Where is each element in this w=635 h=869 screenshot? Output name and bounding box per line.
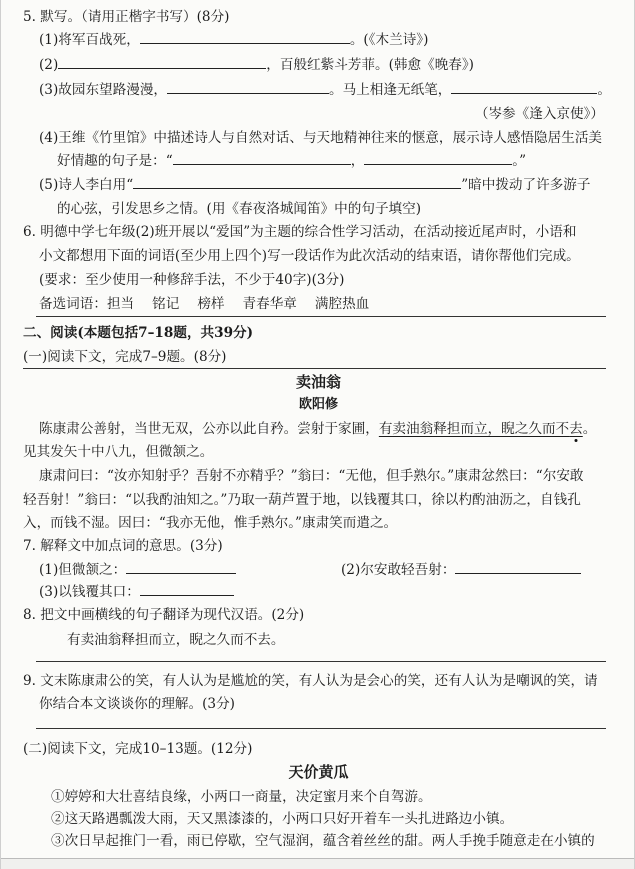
- q5-l5-text-a: (5)诗人李白用“: [39, 177, 134, 193]
- answer-blank-7-3[interactable]: [140, 583, 234, 596]
- q5-title: 5. 默写。（请用正楷字书写）(8分): [23, 9, 230, 25]
- q6-line2: 小文都想用下面的词语(至少用上四个)写一段话作为此次活动的结束语，请你帮他们完成。: [39, 248, 580, 264]
- q5-line5a: [39, 176, 590, 194]
- q6-words-label: 备选词语：: [39, 296, 107, 312]
- answer-blank-7-1[interactable]: [126, 561, 236, 574]
- q6-words: [39, 295, 369, 313]
- passage-title: 卖油翁: [295, 373, 341, 391]
- passage-para1-cont: 见其发矢十中八九，但微颔之。: [23, 444, 214, 460]
- answer-blank-5-4b[interactable]: [364, 152, 512, 165]
- q5-l1-text-a: (1)将军百战死，: [39, 32, 140, 48]
- answer-line-q6[interactable]: [36, 316, 606, 317]
- q5-l4-text-d: 。”: [512, 153, 527, 169]
- q5-l3-source: （岑参《逢入京使》）: [474, 106, 604, 122]
- passage-para1: [39, 420, 596, 438]
- q5-line5c: 的心弦，引发思乡之情。(用《春夜洛城闻笛》中的句子填空): [57, 201, 422, 217]
- word-option: 担当: [106, 296, 135, 312]
- q7-a3-label: (3)以钱覆其口：: [39, 584, 140, 600]
- answer-blank-5-5[interactable]: [133, 176, 461, 189]
- passage-text: 陈康肃公善射，当世无双，公亦以此自矜。尝射于家圃，: [39, 421, 379, 437]
- q9-line1: 9. 文末陈康肃公的笑，有人认为是尴尬的笑，有人认为是会心的笑，还有人认为是嘲讽的笑，请: [23, 673, 598, 689]
- part1-heading: (一)阅读下文，完成7–9题。(8分): [23, 349, 227, 365]
- q5-l3-text-c: 。: [597, 82, 611, 98]
- answer-line-q8[interactable]: [36, 661, 606, 662]
- q5-l4-text-b: 好情趣的句子是：“: [57, 153, 173, 169]
- q5-line4b: [57, 152, 526, 170]
- answer-blank-5-2[interactable]: [58, 56, 266, 69]
- passage-para2-cont: 轻吾射！”翁曰：“以我酌油知之。”乃取一葫芦置于地，以钱覆其口，徐以杓酌油沥之，自钱孔: [23, 492, 581, 508]
- q8-title: 8. 把文中画横线的句子翻译为现代汉语。(2分): [23, 607, 305, 623]
- answer-blank-5-1[interactable]: [140, 31, 350, 44]
- q5-l4-text-c: ，: [350, 153, 365, 169]
- q7-title: 7. 解释文中加点词的意思。(3分): [23, 538, 223, 554]
- word-option: 满腔热血: [314, 296, 370, 312]
- answer-blank-5-4a[interactable]: [173, 152, 351, 165]
- q9-line2: 你结合本文谈谈你的理解。(3分): [39, 696, 235, 712]
- q5-line3: [39, 81, 611, 99]
- passage-para2: 康肃问曰：“汝亦知射乎？吾射不亦精乎？”翁曰：“无他，但手熟尔。”康肃忿然曰：“尔安敢: [39, 468, 584, 484]
- q5-l2-text-a: (2): [39, 57, 59, 73]
- passage-author: 欧阳修: [298, 397, 338, 412]
- part2-para3: ③次日早起推门一看，雨已停歇，空气湿润，蕴含着丝丝的甜。两人手挽手随意走在小镇的: [51, 833, 595, 849]
- word-option: 铭记: [152, 296, 180, 312]
- passage-para2-end: 入，而钱不湿。因曰：“我亦无他，惟手熟尔。”康肃笑而遣之。: [23, 515, 398, 531]
- word-option: 榜样: [197, 296, 225, 312]
- part2-para1: ①婷婷和大壮喜结良缘，小两口一商量，决定蜜月来个自驾游。: [51, 789, 432, 805]
- q8-sentence: 有卖油翁释担而立，睨之久而不去。: [67, 632, 285, 648]
- q6-line3: (要求：至少使用一种修辞手法，不少于40字)(3分): [39, 272, 345, 288]
- underlined-dotted-char: 去: [569, 421, 583, 437]
- q5-l3-text-a: (3)故园东望路漫漫，: [39, 82, 168, 98]
- q6-line1: 6. 明德中学七年级(2)班开展以“爱国”为主题的综合性学习活动，在活动接近尾声时，小语和: [23, 224, 577, 240]
- underlined-sentence: 有卖油翁释担而立，睨之久而不: [378, 421, 570, 437]
- answer-blank-7-2[interactable]: [455, 561, 581, 574]
- section2-heading: 二、阅读(本题包括7–18题，共39分): [23, 325, 254, 341]
- page-bottom-edge: [1, 858, 634, 869]
- q7-item3: [39, 583, 234, 601]
- q5-l2-text-b: ，百般红紫斗芳菲。(韩愈《晚春》): [266, 57, 474, 73]
- q5-line1: [39, 31, 428, 49]
- q5-l5-text-b: ”暗中拨动了许多游子: [461, 177, 591, 193]
- part2-heading: (二)阅读下文，完成10–13题。(12分): [23, 741, 253, 757]
- q5-l3-text-b: 。马上相逢无纸笔，: [329, 82, 452, 98]
- q5-l1-text-b: 。(《木兰诗》): [349, 32, 429, 48]
- q5-line2: [39, 56, 474, 74]
- divider: [23, 368, 606, 369]
- q7-item1: [39, 561, 236, 579]
- q7-item2: [341, 561, 581, 579]
- answer-blank-5-3a[interactable]: [167, 81, 329, 94]
- answer-blank-5-3b[interactable]: [451, 81, 597, 94]
- passage-text: 。: [582, 421, 597, 437]
- answer-line-q9[interactable]: [36, 728, 606, 729]
- q7-a2-label: (2)尔安敢轻吾射：: [341, 562, 456, 578]
- part2-title: 天价黄瓜: [288, 763, 349, 781]
- part2-para2: ②这天路遇瓢泼大雨，天又黑漆漆的，小两口只好开着车一头扎进路边小镇。: [51, 811, 514, 827]
- q5-line4a: (4)王维《竹里馆》中描述诗人与自然对话、与天地精神往来的惬意，展示诗人感悟隐居生活美: [39, 130, 603, 146]
- q7-a1-label: (1)但微颔之：: [39, 562, 127, 578]
- word-option: 青春华章: [242, 296, 297, 312]
